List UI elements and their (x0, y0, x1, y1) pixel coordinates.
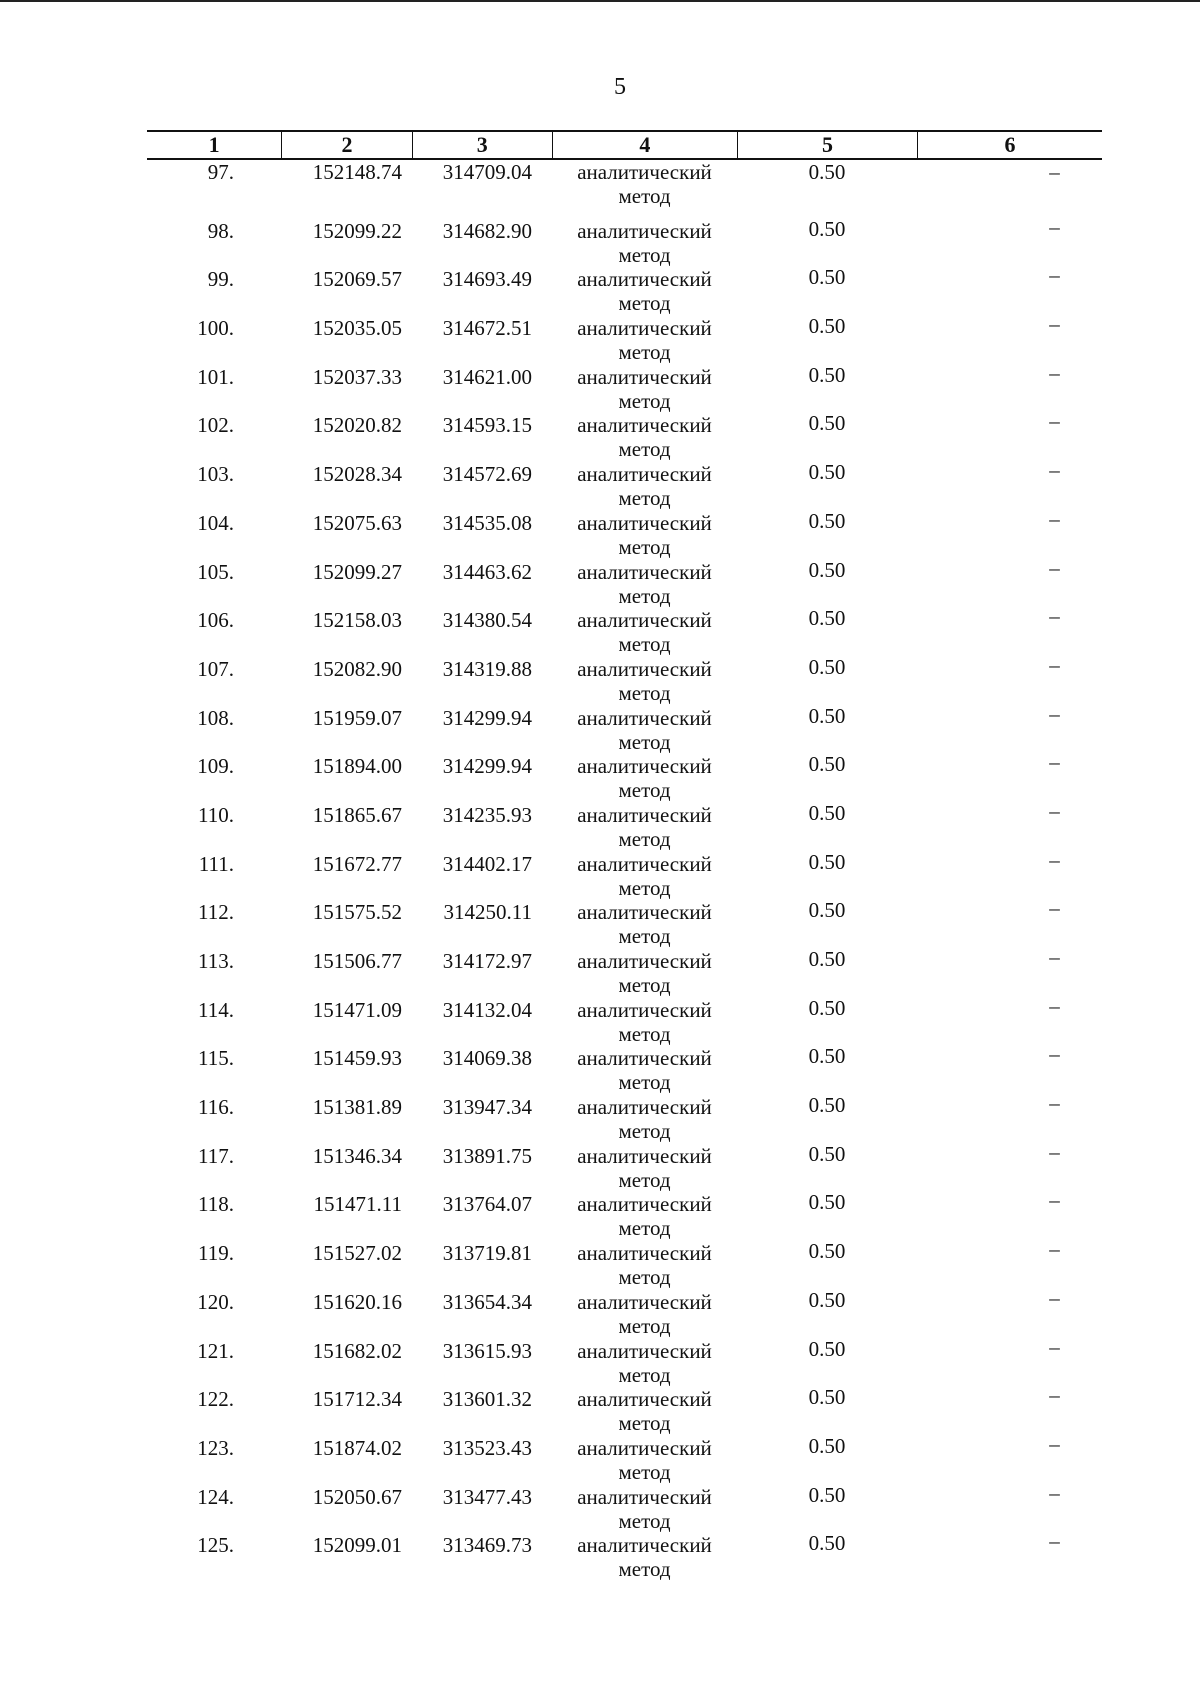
empty-dash: – (1049, 993, 1060, 1018)
table-header-row (147, 130, 1102, 160)
method-line-1: аналитический (577, 1484, 712, 1509)
method-line-1: аналитический (577, 997, 712, 1022)
header-col-3: 3 (412, 132, 552, 158)
point-number: 104. (197, 510, 234, 535)
table-row (147, 1036, 1102, 1095)
method-line-2: метод (618, 1265, 671, 1290)
empty-dash: – (1049, 945, 1060, 969)
coordinate-y: 314172.97 (442, 949, 532, 973)
method-line-1: аналитический (577, 754, 712, 779)
coordinate-x: 152069.57 (312, 267, 402, 292)
method-line-1: аналитический (577, 656, 712, 681)
error-value: 0.50 (808, 411, 846, 436)
method-cell (552, 1085, 737, 1144)
error-value: 0.50 (808, 508, 846, 533)
coordinate-y: 314463.62 (442, 559, 532, 584)
error-value: 0.50 (808, 160, 846, 184)
empty-dash: – (1049, 750, 1060, 775)
table-row (147, 939, 1102, 997)
method-cell (552, 1329, 737, 1387)
point-number: 117. (198, 1143, 234, 1168)
method-line-2: метод (618, 1459, 671, 1484)
error-value: 0.50 (808, 265, 846, 290)
table-row (147, 1182, 1102, 1241)
method-line-1: аналитический (577, 510, 712, 535)
point-number: 101. (197, 364, 234, 389)
coordinate-x: 151346.34 (312, 1143, 402, 1168)
table-row (147, 890, 1102, 949)
coordinate-y: 313891.75 (442, 1143, 532, 1168)
method-line-2: метод (618, 1021, 671, 1046)
method-line-2: метод (618, 1557, 671, 1582)
coordinate-y: 314693.49 (442, 267, 532, 292)
error-value: 0.50 (808, 703, 846, 728)
empty-dash: – (1049, 604, 1060, 629)
method-line-2: метод (618, 1070, 671, 1095)
coordinate-y: 313719.81 (442, 1241, 532, 1266)
coordinate-y: 314621.00 (442, 364, 532, 389)
header-col-4: 4 (552, 132, 737, 158)
point-number: 121. (197, 1338, 234, 1363)
error-value: 0.50 (808, 1141, 846, 1166)
error-value: 0.50 (808, 1336, 846, 1361)
method-line-1: аналитический (577, 1046, 712, 1071)
method-line-2: метод (618, 1362, 671, 1387)
point-number: 97. (207, 160, 234, 184)
method-cell (552, 1134, 737, 1192)
coordinate-y: 314572.69 (442, 462, 532, 487)
coordinate-y: 313469.73 (442, 1533, 532, 1558)
table-row (147, 744, 1102, 803)
method-cell (552, 793, 737, 851)
coordinate-y: 314132.04 (442, 997, 532, 1022)
table-row (147, 209, 1102, 267)
coordinate-x: 152037.33 (312, 364, 402, 389)
method-cell (552, 1280, 737, 1338)
point-number: 110. (198, 802, 234, 827)
empty-dash: – (1049, 1091, 1060, 1116)
error-value: 0.50 (808, 1531, 846, 1556)
table-row (147, 1377, 1102, 1436)
coordinate-x: 152082.90 (312, 656, 402, 681)
table-row (147, 1329, 1102, 1387)
coordinate-y: 314593.15 (442, 413, 532, 438)
coordinate-x: 151471.09 (312, 997, 402, 1022)
point-number: 102. (197, 413, 234, 438)
coordinate-y: 314319.88 (442, 656, 532, 681)
method-line-1: аналитический (577, 1387, 712, 1412)
method-cell (552, 1426, 737, 1484)
empty-dash: – (1049, 1334, 1060, 1359)
method-line-1: аналитический (577, 1095, 712, 1120)
method-line-1: аналитический (577, 608, 712, 633)
coordinate-y: 314682.90 (442, 218, 532, 243)
method-line-1: аналитический (577, 900, 712, 925)
error-value: 0.50 (808, 606, 846, 631)
coordinate-x: 152035.05 (312, 316, 402, 341)
method-line-2: метод (618, 1411, 671, 1436)
method-cell (552, 1475, 737, 1533)
method-line-2: метод (618, 242, 671, 267)
coordinate-x: 151894.00 (312, 754, 402, 779)
method-cell (552, 842, 737, 900)
table-row (147, 1280, 1102, 1338)
method-line-1: аналитический (577, 1435, 712, 1460)
error-value: 0.50 (808, 1385, 846, 1410)
point-number: 103. (197, 462, 234, 487)
table-row (147, 160, 1102, 209)
error-value: 0.50 (808, 314, 846, 339)
method-cell (552, 501, 737, 559)
table-row (147, 550, 1102, 608)
coordinate-x: 152028.34 (312, 462, 402, 487)
coordinate-y: 313947.34 (442, 1095, 532, 1120)
coordinate-y: 313654.34 (442, 1289, 532, 1314)
method-cell (552, 696, 737, 754)
point-number: 99. (207, 267, 234, 292)
error-value: 0.50 (808, 947, 846, 971)
coordinate-x: 152075.63 (312, 510, 402, 535)
method-line-2: метод (618, 680, 671, 705)
empty-dash: – (1049, 896, 1060, 921)
method-line-2: метод (618, 388, 671, 413)
coordinate-y: 314402.17 (442, 851, 532, 876)
method-cell (552, 988, 737, 1046)
coordinate-x: 152099.01 (312, 1533, 402, 1558)
method-line-1: аналитический (577, 705, 712, 730)
error-value: 0.50 (808, 898, 846, 923)
empty-dash: – (1049, 458, 1060, 483)
method-line-1: аналитический (577, 316, 712, 341)
method-line-2: метод (618, 826, 671, 851)
empty-dash: – (1049, 1237, 1060, 1262)
point-number: 113. (198, 949, 234, 973)
top-border-line (0, 0, 1200, 2)
error-value: 0.50 (808, 1433, 846, 1458)
method-cell (552, 550, 737, 608)
coordinate-x: 152158.03 (312, 608, 402, 633)
method-line-1: аналитический (577, 1241, 712, 1266)
coordinate-y: 314250.11 (443, 900, 532, 925)
error-value: 0.50 (808, 1044, 846, 1069)
coordinate-y: 313523.43 (442, 1435, 532, 1460)
empty-dash: – (1049, 1480, 1060, 1505)
table-row (147, 598, 1102, 657)
method-line-2: метод (618, 534, 671, 559)
empty-dash: – (1049, 160, 1060, 184)
method-cell (552, 1036, 737, 1095)
empty-dash: – (1049, 1042, 1060, 1067)
coordinate-y: 314299.94 (442, 705, 532, 730)
coordinate-x: 151459.93 (312, 1046, 402, 1071)
point-number: 109. (197, 754, 234, 779)
point-number: 108. (197, 705, 234, 730)
table-row (147, 355, 1102, 413)
method-cell (552, 890, 737, 949)
method-cell (552, 160, 737, 209)
page-number: 5 (614, 74, 626, 100)
point-number: 116. (198, 1095, 234, 1120)
method-cell (552, 1523, 737, 1582)
empty-dash: – (1049, 701, 1060, 726)
empty-dash: – (1049, 555, 1060, 580)
method-cell (552, 355, 737, 413)
coordinate-y: 314380.54 (442, 608, 532, 633)
coordinate-y: 313615.93 (442, 1338, 532, 1363)
point-number: 105. (197, 559, 234, 584)
method-line-2: метод (618, 924, 671, 949)
method-line-2: метод (618, 729, 671, 754)
error-value: 0.50 (808, 654, 846, 679)
empty-dash: – (1049, 1529, 1060, 1554)
coordinate-x: 151527.02 (312, 1241, 402, 1266)
empty-dash: – (1049, 1285, 1060, 1310)
error-value: 0.50 (808, 1239, 846, 1264)
empty-dash: – (1049, 214, 1060, 239)
coordinate-x: 151506.77 (312, 949, 402, 973)
error-value: 0.50 (808, 849, 846, 874)
method-cell (552, 1377, 737, 1436)
method-line-2: метод (618, 632, 671, 657)
method-line-2: метод (618, 340, 671, 365)
method-line-1: аналитический (577, 267, 712, 292)
coordinate-y: 314235.93 (442, 802, 532, 827)
method-line-2: метод (618, 1119, 671, 1144)
method-cell (552, 939, 737, 997)
method-cell (552, 598, 737, 657)
point-number: 112. (198, 900, 234, 925)
coordinate-y: 313764.07 (442, 1192, 532, 1217)
point-number: 100. (197, 316, 234, 341)
error-value: 0.50 (808, 800, 846, 825)
table-row (147, 452, 1102, 511)
method-line-1: аналитический (577, 160, 712, 184)
table-row (147, 1523, 1102, 1582)
coordinate-y: 314299.94 (442, 754, 532, 779)
coordinate-x: 151959.07 (312, 705, 402, 730)
coordinate-x: 151672.77 (312, 851, 402, 876)
empty-dash: – (1049, 1431, 1060, 1456)
error-value: 0.50 (808, 1093, 846, 1118)
coordinate-y: 314535.08 (442, 510, 532, 535)
table-row (147, 696, 1102, 754)
method-cell (552, 744, 737, 803)
table-row (147, 842, 1102, 900)
method-line-1: аналитический (577, 218, 712, 243)
error-value: 0.50 (808, 1482, 846, 1507)
empty-dash: – (1049, 1383, 1060, 1408)
method-line-1: аналитический (577, 1533, 712, 1558)
method-cell (552, 306, 737, 365)
coordinate-y: 313601.32 (442, 1387, 532, 1412)
header-col-5: 5 (737, 132, 917, 158)
table-row (147, 1085, 1102, 1144)
table-row (147, 1475, 1102, 1533)
empty-dash: – (1049, 409, 1060, 434)
point-number: 106. (197, 608, 234, 633)
error-value: 0.50 (808, 362, 846, 387)
method-line-2: метод (618, 437, 671, 462)
header-col-2: 2 (281, 132, 411, 158)
point-number: 125. (197, 1533, 234, 1558)
method-line-2: метод (618, 1313, 671, 1338)
point-number: 118. (198, 1192, 234, 1217)
header-col-1: 1 (208, 132, 220, 157)
method-line-1: аналитический (577, 802, 712, 827)
point-number: 120. (197, 1289, 234, 1314)
empty-dash: – (1049, 263, 1060, 288)
point-number: 122. (197, 1387, 234, 1412)
method-line-1: аналитический (577, 1143, 712, 1168)
coordinate-x: 151471.11 (313, 1192, 402, 1217)
method-line-1: аналитический (577, 1192, 712, 1217)
empty-dash: – (1049, 1188, 1060, 1213)
coordinates-table (147, 130, 1102, 1582)
method-line-2: метод (618, 486, 671, 511)
method-cell (552, 452, 737, 511)
point-number: 119. (198, 1241, 234, 1266)
point-number: 107. (197, 656, 234, 681)
table-row (147, 1134, 1102, 1192)
method-cell (552, 647, 737, 705)
table-row (147, 1426, 1102, 1484)
method-line-1: аналитический (577, 1338, 712, 1363)
table-row (147, 501, 1102, 559)
error-value: 0.50 (808, 460, 846, 485)
coordinate-y: 314709.04 (442, 160, 532, 184)
point-number: 111. (198, 851, 234, 876)
coordinate-x: 151712.34 (312, 1387, 402, 1412)
method-line-2: метод (618, 291, 671, 316)
point-number: 114. (198, 997, 234, 1022)
method-line-2: метод (618, 875, 671, 900)
method-line-2: метод (618, 1508, 671, 1533)
coordinate-x: 151874.02 (312, 1435, 402, 1460)
method-line-1: аналитический (577, 364, 712, 389)
error-value: 0.50 (808, 557, 846, 582)
method-cell (552, 1182, 737, 1241)
coordinate-x: 151682.02 (312, 1338, 402, 1363)
table-row (147, 1231, 1102, 1290)
empty-dash: – (1049, 360, 1060, 385)
method-line-1: аналитический (577, 1289, 712, 1314)
empty-dash: – (1049, 798, 1060, 823)
error-value: 0.50 (808, 1287, 846, 1312)
table-row (147, 793, 1102, 851)
method-cell (552, 1231, 737, 1290)
coordinate-x: 151865.67 (312, 802, 402, 827)
coordinate-x: 152050.67 (312, 1484, 402, 1509)
method-line-2: метод (618, 778, 671, 803)
empty-dash: – (1049, 312, 1060, 337)
method-line-1: аналитический (577, 851, 712, 876)
table-row (147, 403, 1102, 462)
method-cell (552, 209, 737, 267)
method-line-1: аналитический (577, 949, 712, 973)
coordinate-x: 152020.82 (312, 413, 402, 438)
coordinate-x: 151575.52 (312, 900, 402, 925)
table-row (147, 257, 1102, 316)
error-value: 0.50 (808, 995, 846, 1020)
method-cell (552, 403, 737, 462)
method-cell (552, 257, 737, 316)
method-line-1: аналитический (577, 462, 712, 487)
coordinate-y: 313477.43 (442, 1484, 532, 1509)
empty-dash: – (1049, 847, 1060, 872)
table-row (147, 306, 1102, 365)
point-number: 98. (207, 218, 234, 243)
error-value: 0.50 (808, 216, 846, 241)
empty-dash: – (1049, 652, 1060, 677)
coordinate-x: 152148.74 (312, 160, 402, 184)
error-value: 0.50 (808, 752, 846, 777)
empty-dash: – (1049, 506, 1060, 531)
table-body (147, 160, 1102, 1582)
empty-dash: – (1049, 1139, 1060, 1164)
method-line-1: аналитический (577, 413, 712, 438)
method-line-2: метод (618, 1216, 671, 1241)
coordinate-x: 152099.27 (312, 559, 402, 584)
method-line-2: метод (618, 973, 671, 997)
header-col-6: 6 (917, 132, 1102, 158)
method-line-2: метод (618, 583, 671, 608)
coordinate-x: 151620.16 (312, 1289, 402, 1314)
method-line-1: аналитический (577, 559, 712, 584)
error-value: 0.50 (808, 1190, 846, 1215)
method-line-2: метод (618, 184, 671, 208)
point-number: 115. (198, 1046, 234, 1071)
table-row (147, 647, 1102, 705)
point-number: 123. (197, 1435, 234, 1460)
coordinate-y: 314672.51 (442, 316, 532, 341)
method-line-2: метод (618, 1167, 671, 1192)
table-row (147, 988, 1102, 1046)
coordinate-x: 152099.22 (312, 218, 402, 243)
coordinate-x: 151381.89 (312, 1095, 402, 1120)
point-number: 124. (197, 1484, 234, 1509)
coordinate-y: 314069.38 (442, 1046, 532, 1071)
